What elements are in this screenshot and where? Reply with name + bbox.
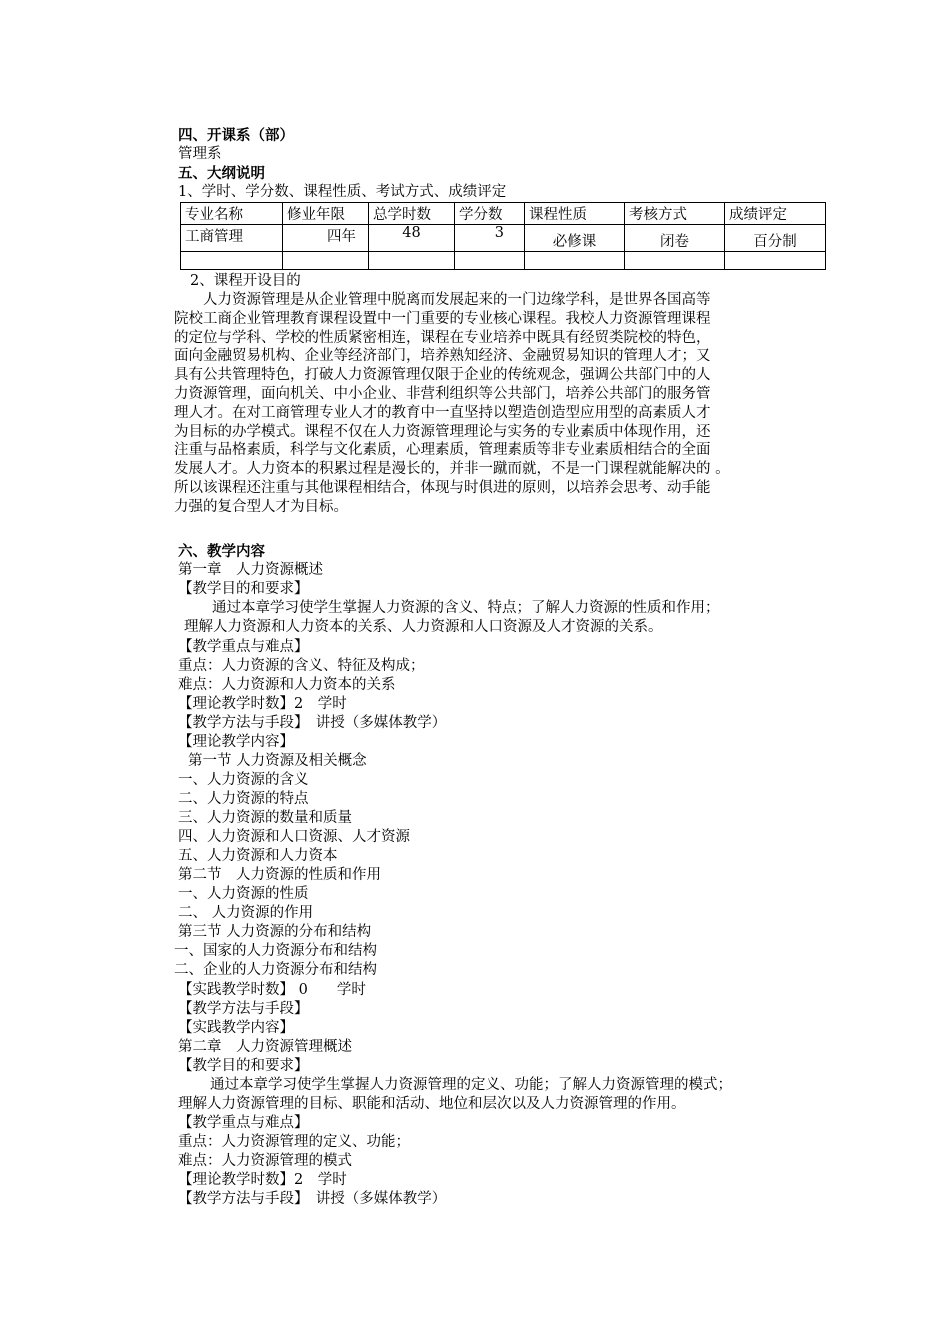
table-cell	[625, 252, 725, 270]
purpose-line: 的定位与学科、学校的性质紧密相连，课程在专业培养中既具有经贸类院校的特色，	[174, 329, 711, 346]
purpose-line: 力资源管理，面向机关、中小企业、非营利组织等公共部门，培养公共部门的服务管	[174, 385, 711, 402]
table-cell: 必修课	[525, 225, 625, 252]
table-cell	[455, 252, 525, 270]
list-item: 二、 人力资源的作用	[178, 905, 314, 921]
ch2-key-point: 重点：人力资源管理的定义、功能；	[178, 1134, 410, 1150]
list-item: 一、人力资源的含义	[178, 772, 309, 788]
section-5-heading: 五、大纲说明	[178, 165, 265, 182]
ch1-section-1-title: 第一节 人力资源及相关概念	[188, 753, 367, 769]
ch1-keys-label: 【教学重点与难点】	[178, 639, 309, 655]
table-cell: 48	[369, 225, 455, 252]
purpose-line: 院校工商企业管理教育课程设置中一门重要的专业核心课程。我校人力资源管理课程	[174, 310, 711, 327]
table-cell	[369, 252, 455, 270]
purpose-line: 具有公共管理特色，打破人力资源管理仅限于企业的传统观念，强调公共部门中的人	[174, 367, 711, 384]
table-row	[181, 225, 826, 252]
item-2-title: 2、课程开设目的	[190, 273, 301, 289]
header-cell: 专业名称	[181, 203, 283, 225]
ch1-theory-hours: 【理论教学时数】2 学时	[178, 696, 347, 712]
header-cell: 学分数	[455, 203, 525, 225]
list-item: 五、人力资源和人力资本	[178, 848, 338, 864]
department-name: 管理系	[178, 146, 222, 162]
purpose-line: 面向金融贸易机构、企业等经济部门，培养熟知经济、金融贸易知识的管理人才；又	[174, 348, 711, 365]
ch1-aims-line: 理解人力资源和人力资本的关系、人力资源和人口资源及人才资源的关系。	[184, 619, 663, 635]
ch2-theory-hours: 【理论教学时数】2 学时	[178, 1172, 347, 1188]
table-cell	[283, 252, 369, 270]
purpose-line: 力强的复合型人才为目标。	[174, 498, 348, 515]
table-cell: 工商管理	[181, 225, 283, 252]
chapter-2-title: 第二章 人力资源管理概述	[178, 1039, 352, 1055]
ch1-aims-line: 通过本章学习使学生掌握人力资源的含义、特点；了解人力资源的性质和作用；	[212, 600, 720, 616]
list-item: 一、国家的人力资源分布和结构	[174, 943, 377, 959]
ch2-aims-line: 理解人力资源管理的目标、职能和活动、地位和层次以及人力资源管理的作用。	[178, 1096, 686, 1112]
ch2-difficult-point: 难点：人力资源管理的模式	[178, 1153, 352, 1169]
table-header-row	[181, 203, 826, 225]
item-1-title: 1、学时、学分数、课程性质、考试方式、成绩评定	[178, 184, 507, 200]
table-cell: 百分制	[725, 225, 826, 252]
purpose-line: 注重与品格素质，科学与文化素质，心理素质，管理素质等非专业素质相结合的全面	[174, 442, 711, 459]
ch1-key-point: 重点：人力资源的含义、特征及构成；	[178, 658, 425, 674]
table-empty-row	[181, 252, 826, 270]
table-cell	[525, 252, 625, 270]
list-item: 三、人力资源的数量和质量	[178, 810, 352, 826]
section-6-heading: 六、教学内容	[178, 543, 265, 560]
ch2-aims-line: 通过本章学习使学生掌握人力资源管理的定义、功能；了解人力资源管理的模式；	[210, 1077, 732, 1093]
list-item: 一、人力资源的性质	[178, 886, 309, 902]
purpose-paragraph	[174, 291, 810, 517]
table-cell: 闭卷	[625, 225, 725, 252]
header-cell: 修业年限	[283, 203, 369, 225]
ch1-difficult-point: 难点：人力资源和人力资本的关系	[178, 677, 396, 693]
course-info-table	[180, 202, 826, 270]
purpose-line: 发展人才。人力资本的积累过程是漫长的，并非一蹴而就，不是一门课程就能解决的 。	[174, 461, 730, 478]
ch1-practice-content-label: 【实践教学内容】	[178, 1020, 294, 1036]
ch1-practice-hours: 【实践教学时数】 0 学时	[178, 982, 366, 998]
ch1-section-2-title: 第二节 人力资源的性质和作用	[178, 867, 381, 883]
ch1-aims-label: 【教学目的和要求】	[178, 581, 309, 597]
header-cell: 总学时数	[369, 203, 455, 225]
table-cell: 3	[455, 225, 525, 252]
section-4-heading: 四、开课系（部）	[178, 127, 294, 144]
table-cell: 四年	[283, 225, 369, 252]
purpose-line: 人力资源管理是从企业管理中脱离而发展起来的一门边缘学科，是世界各国高等	[203, 292, 711, 308]
purpose-line: 为目标的办学模式。课程不仅在人力资源管理理论与实务的专业素质中体现作用，还	[174, 423, 711, 440]
table-cell	[181, 252, 283, 270]
table-cell	[725, 252, 826, 270]
chapter-1-title: 第一章 人力资源概述	[178, 562, 323, 578]
ch1-method: 【教学方法与手段】 讲授（多媒体教学）	[178, 715, 447, 731]
header-cell: 考核方式	[625, 203, 725, 225]
ch1-practice-method: 【教学方法与手段】	[178, 1001, 309, 1017]
purpose-line: 理人才。在对工商管理专业人才的教育中一直坚持以塑造创造型应用型的高素质人才	[174, 404, 711, 421]
ch2-aims-label: 【教学目的和要求】	[178, 1058, 309, 1074]
ch2-keys-label: 【教学重点与难点】	[178, 1115, 309, 1131]
list-item: 四、人力资源和人口资源、人才资源	[178, 829, 410, 845]
header-cell: 成绩评定	[725, 203, 826, 225]
ch2-method: 【教学方法与手段】 讲授（多媒体教学）	[178, 1191, 447, 1207]
ch1-theory-content-label: 【理论教学内容】	[178, 734, 294, 750]
purpose-line: 所以该课程还注重与其他课程相结合，体现与时俱进的原则，以培养会思考、动手能	[174, 479, 711, 496]
header-cell: 课程性质	[525, 203, 625, 225]
list-item: 二、企业的人力资源分布和结构	[174, 962, 377, 978]
list-item: 二、人力资源的特点	[178, 791, 309, 807]
ch1-section-3-title: 第三节 人力资源的分布和结构	[178, 924, 372, 940]
